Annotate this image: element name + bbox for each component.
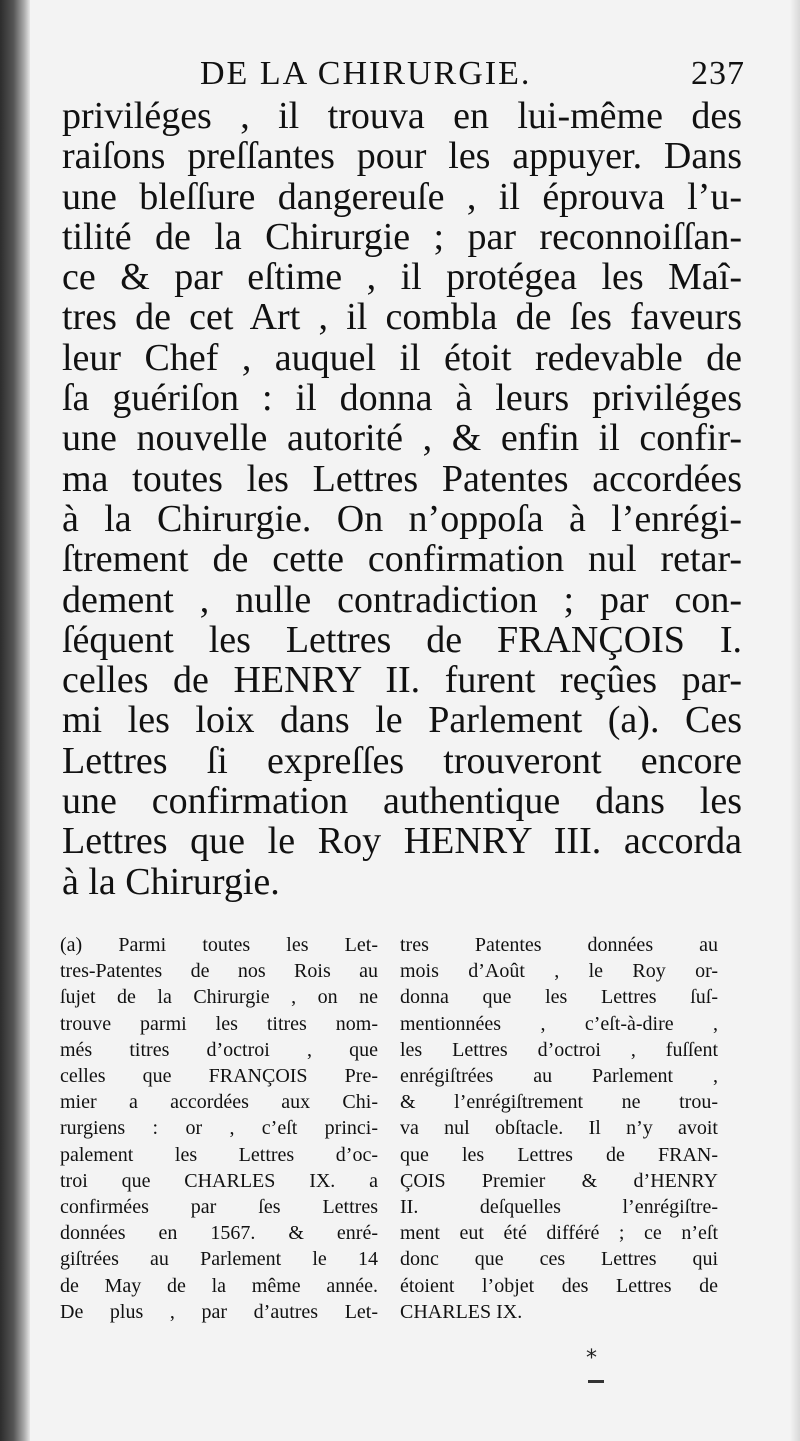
- footnote-line: trouve parmi les titres nom-: [60, 1012, 378, 1035]
- footnote-line: palement les Lettres d’oc-: [60, 1143, 378, 1166]
- text-line: ce & par eſtime , il protégea les Maî-: [62, 256, 742, 299]
- divider: [588, 1380, 604, 1383]
- footnote-line: que les Lettres de FRAN-: [400, 1143, 718, 1166]
- footnote-column-right: [400, 932, 718, 1325]
- footnote-line: données en 1567. & enré-: [60, 1222, 378, 1245]
- footnote-column-left: [60, 932, 378, 1325]
- footnote-line: les Lettres d’octroi , fuſſent: [400, 1038, 718, 1061]
- footnote-line: II. deſquelles l’enrégiſtre-: [400, 1196, 718, 1219]
- text-line: une confirmation authentique dans les: [62, 780, 742, 823]
- footnote-line: rurgiens : or , c’eſt princi-: [60, 1117, 378, 1140]
- footnote-line: giſtrées au Parlement le 14: [60, 1248, 378, 1271]
- signature-mark: *: [586, 1346, 597, 1371]
- footnote-line: ment eut été différé ; ce n’eſt: [400, 1222, 718, 1245]
- text-line: une bleſſure dangereuſe , il éprouva l’u-: [62, 175, 742, 218]
- text-line: leur Chef , auquel il étoit redevable de: [62, 336, 742, 379]
- footnote-line: confirmées par ſes Lettres: [60, 1196, 378, 1219]
- page-number: 237: [691, 55, 745, 92]
- footnote-line: De plus , par d’autres Let-: [60, 1300, 378, 1323]
- text-line: à la Chirurgie.: [62, 860, 280, 903]
- text-line: raiſons preſſantes pour les appuyer. Dans: [62, 135, 742, 178]
- footnote-line: étoient l’objet des Lettres de: [400, 1274, 718, 1297]
- text-line: mi les loix dans le Parlement (a). Ces: [62, 699, 742, 742]
- text-line: Lettres ſi expreſſes trouveront encore: [62, 739, 742, 782]
- footnote-line: enrégiſtrées au Parlement ,: [400, 1065, 718, 1088]
- footnote-line: mentionnées , c’eſt-à-dire ,: [400, 1012, 718, 1035]
- text-line: dement , nulle contradiction ; par con-: [62, 578, 742, 621]
- text-line: ſtrement de cette confirmation nul retar-: [62, 538, 742, 581]
- footnote-line: donc que ces Lettres qui: [400, 1248, 718, 1271]
- text-line: ſa guériſon : il donna à leurs priviléges: [62, 377, 742, 420]
- footnote-line: mier a accordées aux Chi-: [60, 1091, 378, 1114]
- footnote-line: més titres d’octroi , que: [60, 1038, 378, 1061]
- text-line: ſéquent les Lettres de FRANÇOIS I.: [62, 618, 742, 661]
- footnote-line: & l’enrégiſtrement ne trou-: [400, 1091, 718, 1114]
- footnote-line: va nul obſtacle. Il n’y avoit: [400, 1117, 718, 1140]
- text-line: tilité de la Chirurgie ; par reconnoiſſan-: [62, 215, 742, 258]
- text-line: tres de cet Art , il combla de ſes faveurs: [62, 296, 742, 339]
- footnote-line: celles que FRANÇOIS Pre-: [60, 1065, 378, 1088]
- page-edge: [790, 0, 800, 1441]
- text-line: ma toutes les Lettres Patentes accordées: [62, 457, 742, 500]
- running-title: DE LA CHIRURGIE.: [200, 55, 532, 92]
- text-line: une nouvelle autorité , & enfin il confir-: [62, 417, 742, 460]
- running-header: [200, 55, 745, 99]
- footnote-line: de May de la même année.: [60, 1274, 378, 1297]
- text-line: à la Chirurgie. On n’oppoſa à l’enrégi-: [62, 497, 742, 540]
- main-text: [62, 96, 742, 902]
- footnotes: [60, 932, 740, 1352]
- text-line: Lettres que le Roy HENRY III. accorda: [62, 820, 742, 863]
- footnote-line: mois d’Août , le Roy or-: [400, 960, 718, 983]
- text-line: celles de HENRY II. furent reçûes par-: [62, 659, 742, 702]
- footnote-line: donna que les Lettres ſuſ-: [400, 986, 718, 1009]
- footnote-line: CHARLES IX.: [400, 1300, 523, 1323]
- footnote-line: tres-Patentes de nos Rois au: [60, 960, 378, 983]
- footnote-line: tres Patentes données au: [400, 934, 718, 956]
- footnote-line: ſujet de la Chirurgie , on ne: [60, 986, 378, 1009]
- binding-shadow: [0, 0, 30, 1441]
- footnote-line: (a) Parmi toutes les Let-: [60, 934, 378, 956]
- footnote-line: troi que CHARLES IX. a: [60, 1169, 378, 1192]
- text-line: priviléges , il trouva en lui-même des: [62, 95, 742, 137]
- footnote-line: ÇOIS Premier & d’HENRY: [400, 1169, 718, 1192]
